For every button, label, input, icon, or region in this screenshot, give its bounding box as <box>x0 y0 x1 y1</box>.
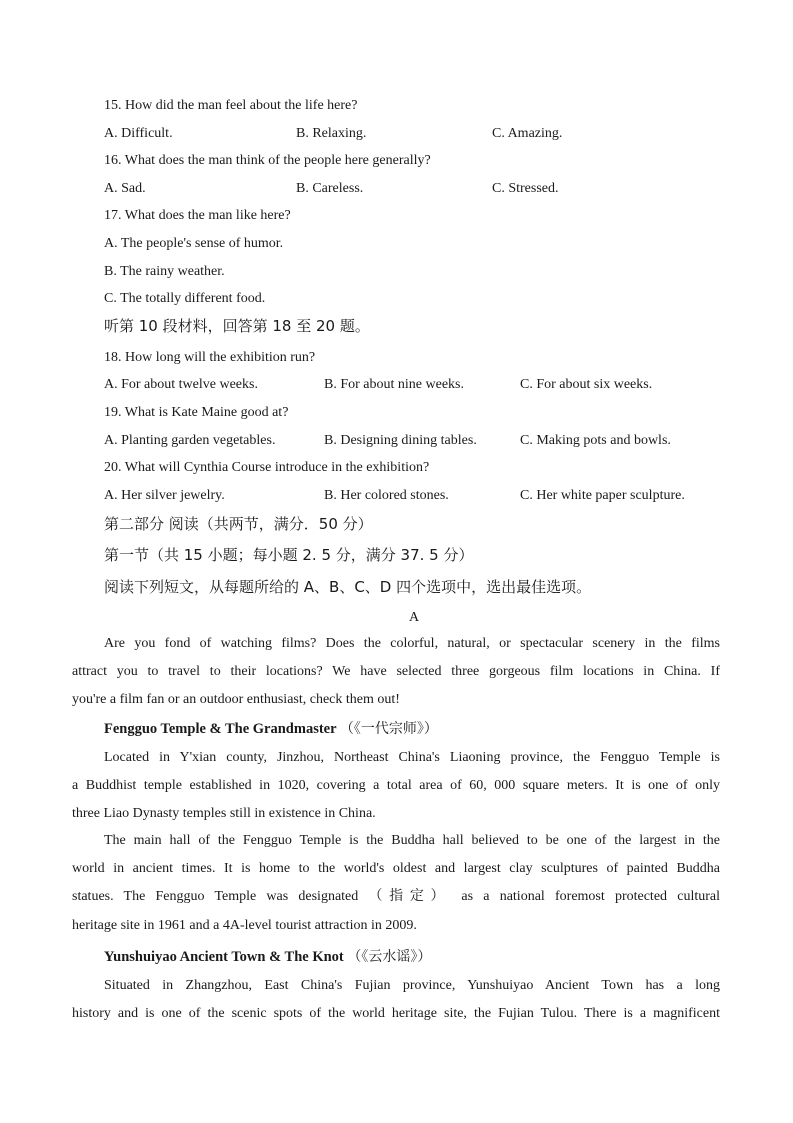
q18-option-c: C. For about six weeks. <box>520 377 653 392</box>
yunshuiyao-p1-line-1: Situated in Zhangzhou, East China's Fujian province, Yunshuiyao Ancient Town has a long <box>104 978 720 993</box>
heading-fengguo-film: （《一代宗师》） <box>339 721 438 737</box>
yunshuiyao-p1-line-2: history and is one of the scenic spots of the world heritage site, the Fujian Tulou. There is a magnificent <box>72 1006 720 1022</box>
question-20: 20. What will Cynthia Course introduce in the exhibition? <box>104 460 430 475</box>
fengguo-paragraph-1 <box>72 744 720 829</box>
heading-yunshuiyao-film: （《云水谣》） <box>347 949 432 965</box>
fengguo-paragraph-2 <box>72 827 720 940</box>
fengguo-p2-line-3: statues. The Fengguo Temple was designated （指定） as a national foremost protected cultural <box>72 889 720 905</box>
passage-label: A <box>408 610 420 625</box>
q20-option-c: C. Her white paper sculpture. <box>520 488 685 503</box>
q15-option-c: C. Amazing. <box>492 126 563 141</box>
intro-line-3: you're a film fan or an outdoor enthusiast, check them out! <box>72 692 400 708</box>
q19-option-b: B. Designing dining tables. <box>324 433 477 448</box>
fengguo-p2-line-1: The main hall of the Fengguo Temple is the Buddha hall believed to be one of the largest in the <box>104 833 720 848</box>
fengguo-p1-line-3: three Liao Dynasty temples still in existence in China. <box>72 806 376 822</box>
question-19: 19. What is Kate Maine good at? <box>104 405 289 420</box>
reading-instruction: 阅读下列短文，从每题所给的 A、B、C、D 四个选项中，选出最佳选项。 <box>104 578 592 596</box>
q15-option-b: B. Relaxing. <box>296 126 367 141</box>
q15-option-a: A. Difficult. <box>104 126 173 141</box>
q20-option-b: B. Her colored stones. <box>324 488 449 503</box>
q16-option-a: A. Sad. <box>104 181 146 196</box>
fengguo-p2-line-2: world in ancient times. It is home to the world's oldest and largest clay sculptures of painted Buddha <box>72 861 720 877</box>
q17-option-a: A. The people's sense of humor. <box>104 236 284 251</box>
yunshuiyao-paragraph-1 <box>72 972 720 1028</box>
q17-option-b: B. The rainy weather. <box>104 264 225 279</box>
heading-fengguo <box>104 718 438 738</box>
intro-paragraph <box>72 630 720 715</box>
question-17: 17. What does the man like here? <box>104 208 291 223</box>
q17-option-c: C. The totally different food. <box>104 291 266 306</box>
q16-option-c: C. Stressed. <box>492 181 559 196</box>
fengguo-p1-line-1: Located in Y'xian county, Jinzhou, Northeast China's Liaoning province, the Fengguo Temple is <box>104 750 720 765</box>
q16-option-b: B. Careless. <box>296 181 364 196</box>
heading-yunshuiyao-place: Yunshuiyao Ancient Town & The Knot <box>104 949 344 965</box>
q18-option-b: B. For about nine weeks. <box>324 377 464 392</box>
part-2-title: 第二部分 阅读（共两节，满分．50 分） <box>104 515 373 533</box>
section-1-title: 第一节（共 15 小题；每小题 2. 5 分，满分 37. 5 分） <box>104 546 474 564</box>
question-18: 18. How long will the exhibition run? <box>104 350 316 365</box>
q19-option-c: C. Making pots and bowls. <box>520 433 671 448</box>
intro-line-2: attract you to travel to their locations? We have selected three gorgeous film locations in China. If <box>72 664 720 680</box>
section-10-instruction: 听第 10 段材料，回答第 18 至 20 题。 <box>104 317 370 335</box>
heading-yunshuiyao <box>104 946 431 966</box>
heading-fengguo-place: Fengguo Temple & The Grandmaster <box>104 721 337 737</box>
fengguo-p1-line-2: a Buddhist temple established in 1020, covering a total area of 60, 000 square meters. It is one of only <box>72 778 720 794</box>
q18-option-a: A. For about twelve weeks. <box>104 377 258 392</box>
question-15: 15. How did the man feel about the life here? <box>104 98 358 113</box>
q20-option-a: A. Her silver jewelry. <box>104 488 225 503</box>
intro-line-1: Are you fond of watching films? Does the colorful, natural, or spectacular scenery in the films <box>104 636 720 651</box>
fengguo-p2-line-4: heritage site in 1961 and a 4A-level tourist attraction in 2009. <box>72 917 417 933</box>
question-16: 16. What does the man think of the people here generally? <box>104 153 431 168</box>
q19-option-a: A. Planting garden vegetables. <box>104 433 276 448</box>
